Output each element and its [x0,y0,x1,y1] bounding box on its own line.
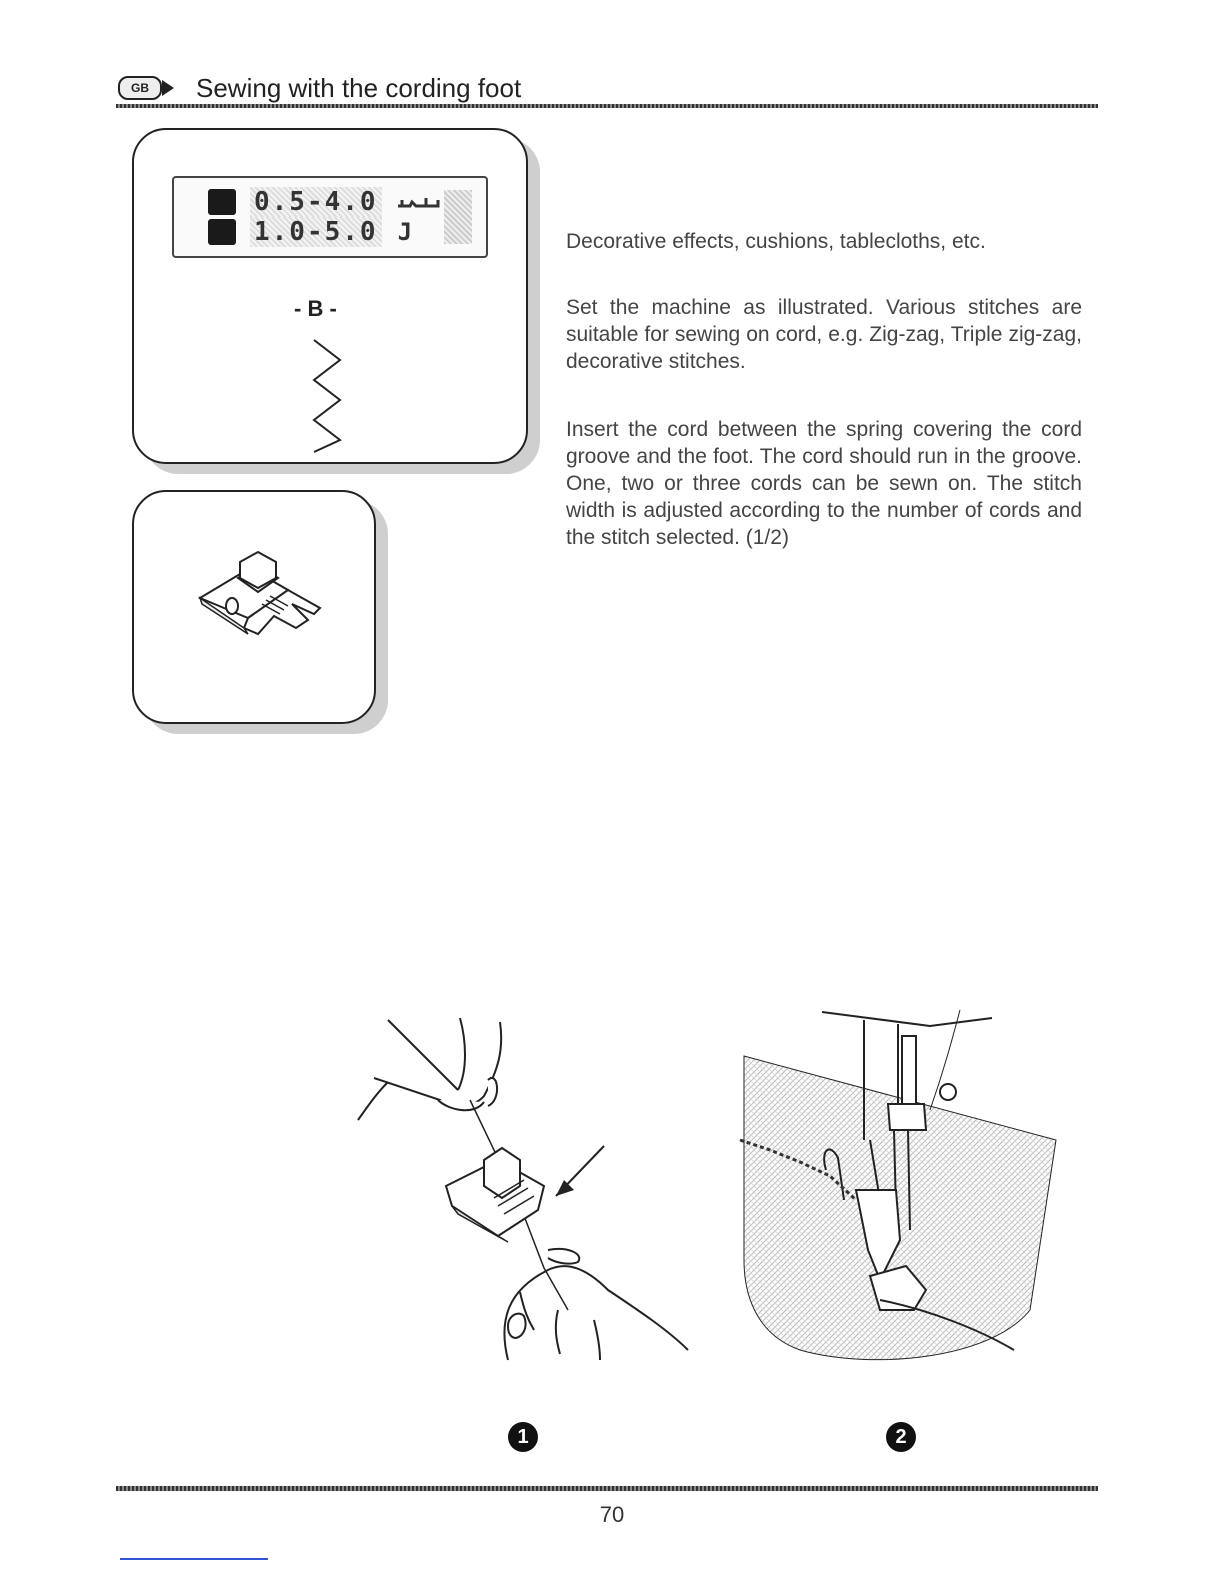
lcd-row-width [208,188,448,216]
foot-panel [132,490,376,724]
lcd-foot-symbol-icon [396,192,448,212]
header-rule [116,104,1098,108]
stitch-program-label: - B - [294,296,337,321]
page-header [118,70,521,106]
sewing-cord-illustration [730,1000,1060,1370]
figure-number-2: 2 [886,1422,916,1452]
lcd-display [172,176,488,258]
paragraph-settings: Set the machine as illustrated. Various stitches are suitable for sewing on cord, e.g. Zig-zag, Triple zig-zag, decorative stitches. [566,296,1082,373]
lcd-shade [444,190,472,244]
page-title: Sewing with the cording foot [196,72,522,103]
stitch-length-value: 1.0-5.0 [250,217,382,247]
insert-cord-illustration [348,1010,708,1370]
stitch-width-value: 0.5-4.0 [250,187,382,217]
stitch-width-icon [208,189,236,215]
lcd-row-length [208,218,412,246]
figure-number-1: 1 [508,1422,538,1452]
footer-link-underline [120,1558,268,1560]
stitch-length-icon [208,219,236,245]
language-badge: GB [118,76,162,100]
presser-foot-code: J [397,218,413,246]
footer-rule [116,1486,1098,1491]
paragraph-instructions: Insert the cord between the spring covering the cord groove and the foot. The cord should run in the groove. One, two or three cords can be sewn on. The stitch width is adjusted according to the number of cords and the stitch selected. (1/2) [566,418,1082,549]
paragraph-uses: Decorative effects, cushions, tablecloths, etc. [566,230,986,253]
zigzag-stitch-icon [310,338,344,454]
cording-foot-icon [188,548,328,658]
page-number: 70 [599,1502,625,1527]
settings-panel [132,128,528,464]
